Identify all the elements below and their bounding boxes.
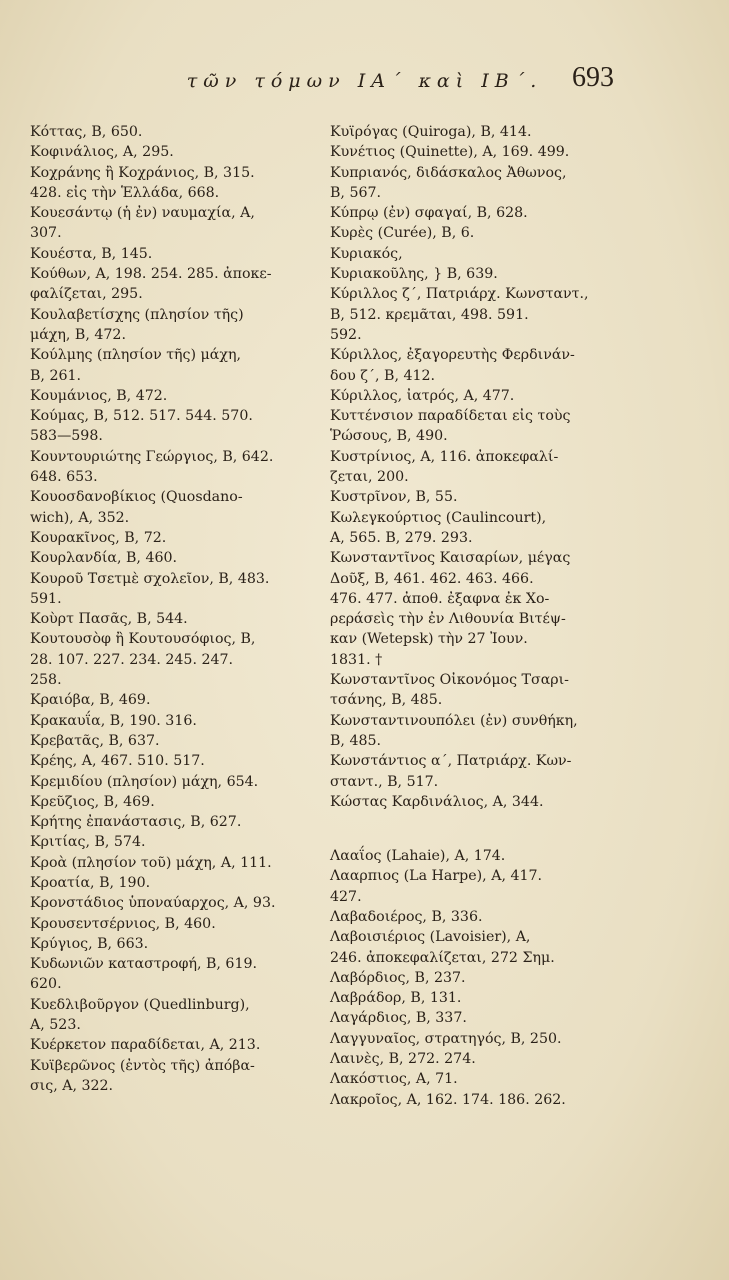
index-entry: Κοφινάλιος, Α, 295. bbox=[30, 144, 174, 161]
index-entry: Κυριακός, Κυριακοῦλης, } Β, 639. bbox=[330, 245, 498, 283]
index-entry: Κρύγιος, Β, 663. bbox=[30, 935, 149, 952]
index-entry: Κυεδλιβοῦργον (Quedlinburg), Α, 523. bbox=[30, 996, 250, 1034]
index-entry: Κώστας Καρδινάλιος, Α, 344. bbox=[330, 793, 544, 810]
index-entry: Κυϊρόγας (Quiroga), Β, 414. bbox=[330, 124, 532, 140]
index-entry: Κύπρῳ (ἐν) σφαγαί, Β, 628. bbox=[330, 205, 528, 222]
index-entry: Λααΐος (Lahaie), Α, 174. bbox=[330, 848, 506, 865]
index-entry: Κροατία, Β, 190. bbox=[30, 874, 151, 891]
index-entry: Κούθων, Α, 198. 254. 285. ἀποκε- φαλίζεται, 295. bbox=[30, 266, 272, 303]
index-column-right bbox=[330, 122, 670, 1110]
index-entry: Κυστρῖνον, Β, 55. bbox=[330, 489, 458, 506]
index-entry: Κουτουσὸφ ἢ Κουτουσόφιος, Β, 28. 107. 227. 234. 245. 247. 258. bbox=[30, 631, 256, 689]
index-entry: Κωλεγκούρτιος (Caulincourt), Α, 565. Β, 279. 293. bbox=[330, 509, 547, 546]
index-entry: Κρακαυΐα, Β, 190. 316. bbox=[30, 712, 197, 729]
index-entry: Κραιόβα, Β, 469. bbox=[30, 692, 151, 709]
index-entry: Κοχράνης ἢ Κοχράνιος, Β, 315. 428. εἰς τὴν Ἑλλάδα, 668. bbox=[30, 164, 255, 201]
index-entry: Κριτίας, Β, 574. bbox=[30, 834, 146, 851]
index-entry: Λαβόρδιος, Β, 237. bbox=[330, 969, 466, 986]
index-entry: Κύριλλος, ἐξαγορευτὴς Φερδινάν- δου ζ΄, Β, 412. bbox=[330, 347, 575, 384]
index-entry: Κροὰ (πλησίον τοῦ) μάχη, Α, 111. bbox=[30, 854, 272, 871]
index-entry: Κυνέτιος (Quinette), Α, 169. 499. bbox=[330, 144, 570, 161]
index-entry: Λαγάρδιος, Β, 337. bbox=[330, 1010, 467, 1027]
index-entry: Λακροῖος, Α, 162. 174. 186. 262. bbox=[330, 1091, 566, 1108]
index-entry: Κωνσταντῖνος Οἰκονόμος Τσαρι- τσάνης, Β, 485. bbox=[330, 672, 569, 709]
index-entry: Κωνσταντῖνος Καισαρίων, μέγας Δοῦξ, Β, 461. 462. 463. 466. 476. 477. ἀποθ. ἐξαφνα ἐκ Χο- ρεράσεὶς τὴν ἐν Λιθουνία Βιτέψ- καν (Wetepsk) τὴν 27 Ἰουν. 1831. † bbox=[330, 550, 571, 668]
index-column-left bbox=[30, 122, 370, 1096]
index-entry: Κρουσεντσέρνιος, Β, 460. bbox=[30, 915, 216, 932]
index-entry: Κρεβατᾶς, Β, 637. bbox=[30, 732, 160, 749]
page-number: 693 bbox=[572, 62, 614, 93]
index-entry: Κουμάνιος, Β, 472. bbox=[30, 387, 168, 404]
index-entry: Κρεῦζιος, Β, 469. bbox=[30, 793, 155, 810]
index-entry: Κυστρίνιος, Α, 116. ἀποκεφαλί- ζεται, 200. bbox=[330, 448, 559, 486]
index-entry: Κυττένσιον παραδίδεται εἰς τοὺς Ῥώσους, Β, 490. bbox=[330, 408, 571, 445]
index-entry: Κουρλανδία, Β, 460. bbox=[30, 550, 178, 567]
index-entry: Λααρπιος (La Harpe), Α, 417. 427. bbox=[330, 868, 543, 905]
index-entry: Κυρὲς (Curée), Β, 6. bbox=[330, 225, 475, 242]
index-entry: Κωνστάντιος α΄, Πατριάρχ. Κων- σταντ., Β, 517. bbox=[330, 753, 572, 790]
index-entry: Κύριλλος ζ΄, Πατριάρχ. Κωνσταντ., Β, 512. κρεμᾶται, 498. 591. 592. bbox=[330, 286, 589, 343]
index-entry: Κούλμης (πλησίον τῆς) μάχη, Β, 261. bbox=[30, 347, 241, 384]
index-entry: Κουεσάντῳ (ἡ ἐν) ναυμαχία, Α, 307. bbox=[30, 205, 255, 242]
index-entry: Λαβοισιέριος (Lavoisier), Α, 246. ἀποκεφαλίζεται, 272 Σημ. bbox=[330, 929, 555, 966]
index-entry: Κοὺρτ Πασᾶς, Β, 544. bbox=[30, 611, 188, 628]
index-entry: Κούμας, Β, 512. 517. 544. 570. 583—598. bbox=[30, 408, 253, 445]
index-entry: Κωνσταντινουπόλει (ἐν) συνθήκη, Β, 485. bbox=[330, 712, 578, 749]
index-entry: Κουρακῖνος, Β, 72. bbox=[30, 529, 167, 546]
index-entry: Κρεμιδίου (πλησίον) μάχη, 654. bbox=[30, 773, 259, 790]
index-entry: Κρήτης ἐπανάστασις, Β, 627. bbox=[30, 814, 242, 831]
index-entry: Κυϊβερῶνος (ἐντὸς τῆς) ἀπόβα- σις, Α, 322. bbox=[30, 1057, 255, 1094]
index-entry: Λαβαδοιέρος, Β, 336. bbox=[330, 908, 483, 925]
index-entry: Κρονστάδιος ὑποναύαρχος, Α, 93. bbox=[30, 895, 276, 912]
index-entry: Κουντουριώτης Γεώργιος, Β, 642. 648. 653. bbox=[30, 448, 274, 486]
index-entry: Κόττας, Β, 650. bbox=[30, 124, 143, 140]
index-entry: Κρέης, Α, 467. 510. 517. bbox=[30, 753, 205, 770]
index-entry: Κυπριανός, διδάσκαλος Ἀθωνος, Β, 567. bbox=[330, 164, 567, 201]
section-gap bbox=[330, 812, 670, 846]
running-head: τῶν τόμων ΙΑ΄ καὶ ΙΒ΄. bbox=[186, 70, 543, 92]
index-entry: Λαβράδορ, Β, 131. bbox=[330, 990, 462, 1007]
index-entry: Κύριλλος, ἰατρός, Α, 477. bbox=[330, 387, 515, 404]
index-entry: Κουλαβετίσχης (πλησίον τῆς) μάχη, Β, 472. bbox=[30, 306, 244, 343]
index-entry: Λαγγυναῖος, στρατηγός, Β, 250. bbox=[330, 1030, 562, 1047]
index-entry: Λαινὲς, Β, 272. 274. bbox=[330, 1051, 476, 1068]
index-entry: Κυδωνιῶν καταστροφή, Β, 619. 620. bbox=[30, 956, 258, 993]
index-entry: Κουροῦ Τσετμὲ σχολεῖον, Β, 483. 591. bbox=[30, 570, 270, 607]
index-entry: Λακόστιος, Α, 71. bbox=[330, 1071, 458, 1088]
index-entry: Κουοσδανοβίκιος (Quosdano- wich), Α, 352. bbox=[30, 489, 243, 526]
index-entry: Κυέρκετον παραδίδεται, Α, 213. bbox=[30, 1037, 261, 1054]
index-entry: Κουέστα, Β, 145. bbox=[30, 245, 153, 262]
